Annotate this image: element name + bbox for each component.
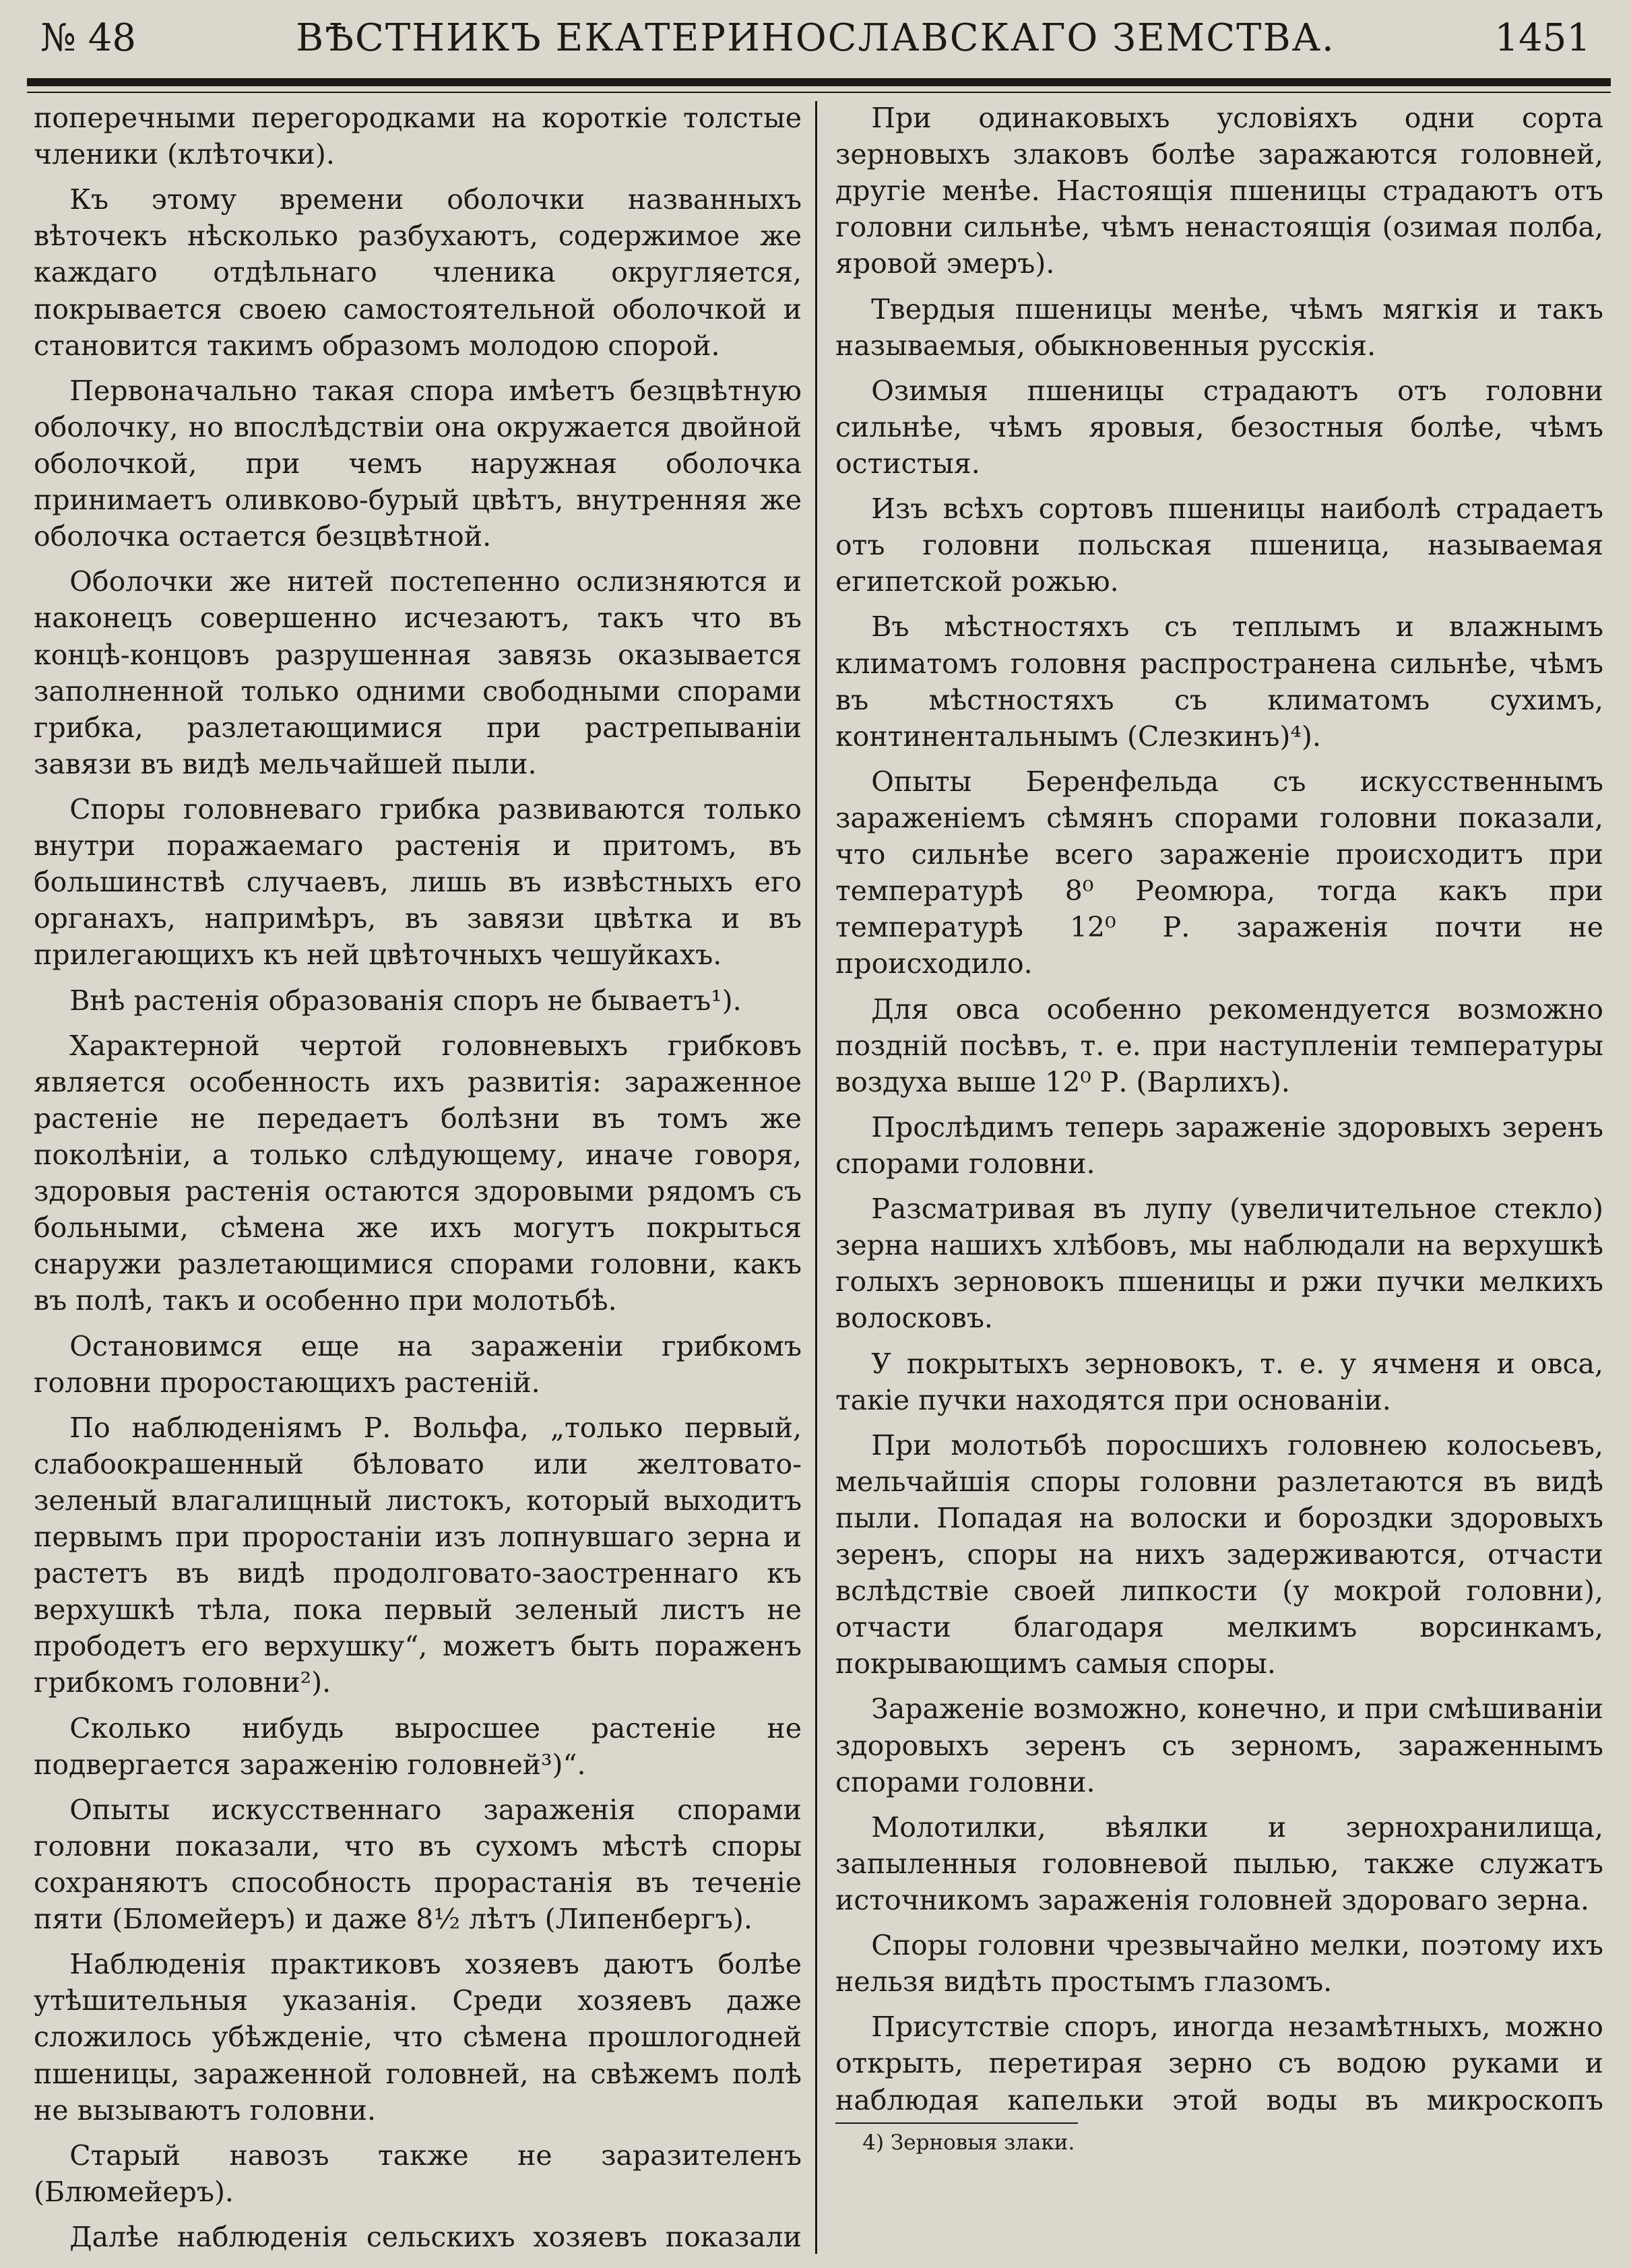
paragraph: Въ мѣстностяхъ съ теплымъ и влажнымъ климатомъ головня распространена сильнѣе, чѣмъ въ мѣстностяхъ съ климатомъ сухимъ, континентальнымъ (Слезкинъ)⁴). <box>835 610 1603 753</box>
paragraph: Изъ всѣхъ сортовъ пшеницы наиболѣ страдаетъ отъ головни польская пшеница, называемая египетской рожью. <box>835 493 1603 598</box>
paragraph: Къ этому времени оболочки названныхъ вѣточекъ нѣсколько разбухаютъ, содержимое же каждаго отдѣльнаго членика округляется, покрывается своею самостоятельной оболочкой и становится такимъ образомъ молодою спорой. <box>34 183 802 362</box>
paragraph: Первоначально такая спора имѣетъ безцвѣтную оболочку, но впослѣдствіи она окружается двойной оболочкой, при чемъ наружная оболочка принимаетъ оливково-бурый цвѣтъ, внутренняя же оболочка остается безцвѣтной. <box>34 374 802 553</box>
paragraph: Опыты искусственнаго зараженія спорами головни показали, что въ сухомъ мѣстѣ споры сохраняютъ способность прорастанія въ теченіе пяти (Бломейеръ) и даже 8½ лѣтъ (Липенбергъ). <box>34 1793 802 1936</box>
paragraph: Споры головни чрезвычайно мелки, поэтому ихъ нельзя видѣть простымъ глазомъ. <box>835 1929 1603 1998</box>
paragraph: Зараженіе возможно, конечно, и при смѣшиваніи здоровыхъ зеренъ съ зерномъ, зараженнымъ спорами головни. <box>835 1693 1603 1798</box>
paragraph: Далѣе наблюденія сельскихъ хозяевъ показали <box>69 2221 802 2254</box>
paragraph: Характерной чертой головневыхъ грибковъ является особенность ихъ развитія: зараженное растеніе не передаетъ болѣзни въ томъ же поколѣніи, а только слѣдующему, иначе говоря, здоровыя растенія остаются здоровыми рядомъ съ больными, сѣмена же ихъ могутъ покрыться снаружи разлетающимися спорами головни, какъ въ полѣ, такъ и особенно при молотьбѣ. <box>34 1029 802 1317</box>
footnote-separator <box>835 2122 1078 2124</box>
page-number: 1451 <box>1494 16 1591 60</box>
paragraph: Твердыя пшеницы менѣе, чѣмъ мягкія и такъ называемыя, обыкновенныя русскія. <box>835 292 1603 362</box>
left-column <box>34 100 802 2256</box>
paragraph: Озимыя пшеницы страдаютъ отъ головни сильнѣе, чѣмъ яровыя, безостныя болѣе, чѣмъ остистыя. <box>835 374 1603 480</box>
paragraph: Разсматривая въ лупу (увеличительное стекло) зерна нашихъ хлѣбовъ, мы наблюдали на верхушкѣ голыхъ зерновокъ пшеницы и ржи пучки мелкихъ волосковъ. <box>835 1193 1603 1335</box>
paragraph: Сколько нибудь выросшее растеніе не подвергается зараженію головней³)“. <box>34 1711 802 1781</box>
issue-number: № 48 <box>40 16 137 60</box>
paragraph: У покрытыхъ зерновокъ, т. е. у ячменя и овса, такіе пучки находятся при основаніи. <box>835 1347 1603 1416</box>
header-rule-thick <box>27 78 1611 86</box>
paragraph: При молотьбѣ пороcшихъ головнею колосьевъ, мельчайшія споры головни разлетаются въ видѣ пыли. Попадая на волоски и бороздки здоровыхъ зеренъ, споры на нихъ задерживаются, отчасти вслѣдствіе своей липкости (у мокрой головни), отчасти благодаря мелкимъ ворсинкамъ, покрывающимъ самыя споры. <box>835 1428 1603 1680</box>
paragraph: Оболочки же нитей постепенно ослизняются и наконецъ совершенно исчезаютъ, такъ что въ концѣ-концовъ разрушенная завязь оказывается заполненной только одними свободными спорами грибка, разлетающимися при растрепываніи завязи въ видѣ мельчайшей пыли. <box>34 565 802 780</box>
paragraph: Внѣ растенія образованія споръ не бываетъ¹). <box>69 984 742 1017</box>
header-rule-thin <box>27 92 1611 93</box>
footnote: 4) Зерновыя злаки. <box>862 2131 1075 2155</box>
page-header <box>40 9 1591 67</box>
right-column <box>835 100 1603 2121</box>
column-divider <box>815 101 817 2254</box>
paragraph: При одинаковыхъ условіяхъ одни сорта зерновыхъ злаковъ болѣе заражаются головней, другіе менѣе. Настоящія пшеницы страдаютъ отъ головни сильнѣе, чѣмъ ненастоящія (озимая полба, яровой эмеръ). <box>835 102 1603 280</box>
paragraph: Остановимся еще на зараженіи грибкомъ головни проростающихъ растеній. <box>34 1329 802 1399</box>
paragraph: Старый навозъ также не заразителенъ (Блюмейеръ). <box>34 2139 802 2208</box>
paragraph: По наблюденіямъ Р. Вольфа, „только первый, слабоокрашенный бѣловато или желтовато-зеленый влагалищный листокъ, который выходитъ первымъ при проростаніи изъ лопнувшаго зерна и растетъ въ видѣ продолговато-заостреннаго къ верхушкѣ тѣла, пока первый зеленый листъ не прободетъ его верхушку“, можетъ быть пораженъ грибкомъ головни²). <box>34 1411 802 1699</box>
publication-title: ВѢСТНИКЪ ЕКАТЕРИНОСЛАВСКАГО ЗЕМСТВА. <box>296 16 1335 60</box>
paragraph: Для овса особенно рекомендуется возможно поздній посѣвъ, т. е. при наступленіи температуры воздуха выше 12⁰ Р. (Варлихъ). <box>835 993 1603 1098</box>
paragraph: Наблюденія практиковъ хозяевъ даютъ болѣе утѣшительныя указанія. Среди хозяевъ даже сложилось убѣжденіе, что сѣмена прошлогодней пшеницы, зараженной головней, на свѣжемъ полѣ не вызываютъ головни. <box>34 1948 802 2127</box>
paragraph: Опыты Беренфельда съ искусственнымъ зараженіемъ сѣмянъ спорами головни показали, что сильнѣе всего зараженіе происходитъ при температурѣ 8⁰ Реомюра, тогда какъ при температурѣ 12⁰ Р. зараженія почти не происходило. <box>835 765 1603 980</box>
paragraph: поперечными перегородками на короткіе толстые членики (клѣточки). <box>34 102 802 171</box>
paragraph: Споры головневаго грибка развиваются только внутри поражаемаго растенія и притомъ, въ большинствѣ случаевъ, лишь въ извѣстныхъ его органахъ, напримѣръ, въ завязи цвѣтка и въ прилегающихъ къ ней цвѣточныхъ чешуйкахъ. <box>34 792 802 972</box>
paragraph: Молотилки, вѣялки и зернохранилища, запыленныя головневой пылью, также служатъ источникомъ зараженія головней здороваго зерна. <box>835 1810 1603 1917</box>
paragraph: Прослѣдимъ теперь зараженіе здоровыхъ зеренъ спорами головни. <box>835 1110 1603 1180</box>
paragraph: Присутствіе споръ, иногда незамѣтныхъ, можно открыть, перетирая зерно съ водою руками и наблюдая капельки этой воды въ микроскопъ <box>835 2011 1603 2116</box>
